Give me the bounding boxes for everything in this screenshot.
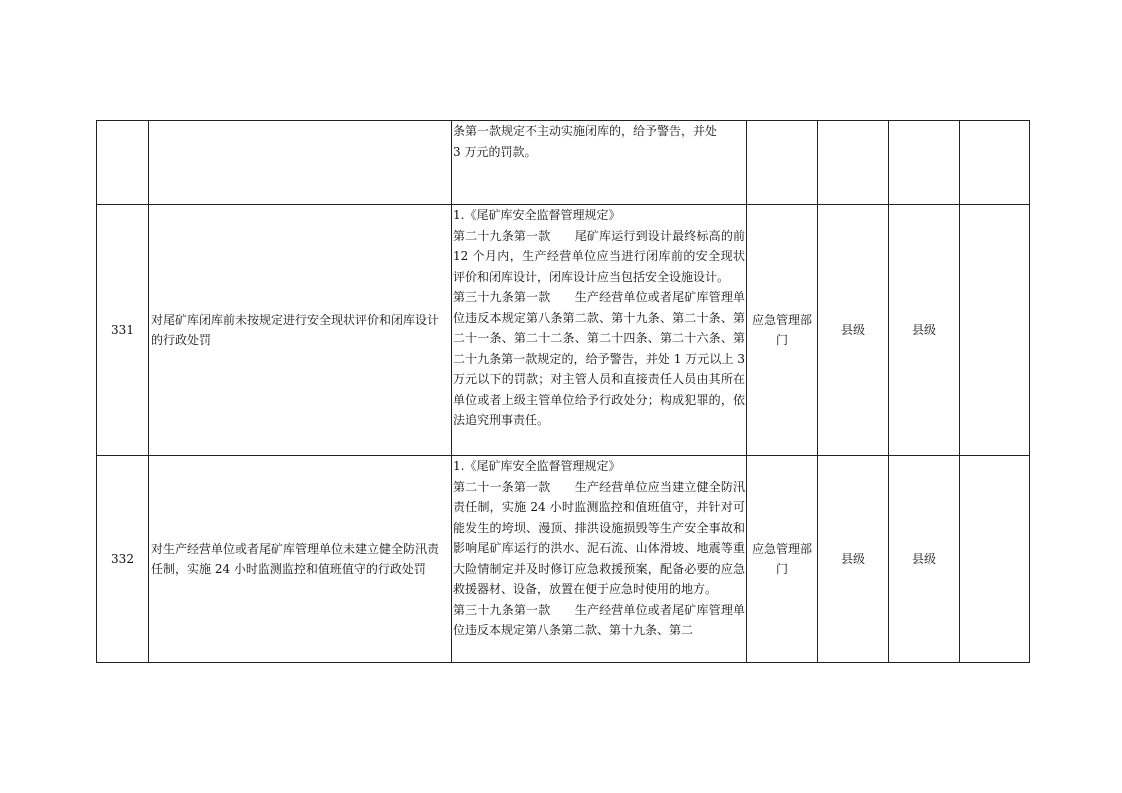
notes-cell — [960, 205, 1030, 456]
exercise-level — [818, 121, 889, 205]
legal-basis — [452, 205, 747, 456]
basis-paragraph: 1.《尾矿库安全监督管理规定》 — [453, 208, 621, 222]
basis-paragraph: 第二十一条第一款 生产经营单位应当建立健全防汛责任制，实施 24 小时监测监控和值班值守，并针对可能发生的垮坝、漫顶、排洪设施损毁等生产安全事故和影响尾矿库运行的洪水、泥石流、山体滑坡、地震等重大险情制定并及时修订应急救援预案，配备必要的应急救援器材、设备，放置在便于应急时使用的地方。 — [453, 479, 745, 596]
item-name — [149, 121, 452, 205]
basis-paragraph: 第三十九条第一款 生产经营单位或者尾矿库管理单位违反本规定第八条第二款、第十九条、第二十条、第二十一条、第二十二条、第二十四条、第二十六条、第二十九条第一款规定的，给予警告，并处 1 万元以上 3 万元以下的罚款；对主管人员和直接责任人员由其所在单位或者上级主管单位给予行政处分；构成犯罪的，依法追究刑事责任。 — [453, 290, 745, 427]
row-number: 331 — [97, 205, 149, 456]
responsible-department: 应急管理部门 — [747, 205, 818, 456]
exercise-level: 县级 — [818, 205, 889, 456]
item-name: 对尾矿库闭库前未按规定进行安全现状评价和闭库设计的行政处罚 — [149, 205, 452, 456]
power-list-table — [96, 120, 1030, 663]
implementation-level: 县级 — [889, 205, 960, 456]
implementation-level — [889, 121, 960, 205]
basis-paragraph: 第三十九条第一款 生产经营单位或者尾矿库管理单位违反本规定第八条第二款、第十九条、第二 — [453, 602, 745, 637]
item-name: 对生产经营单位或者尾矿库管理单位未建立健全防汛责任制，实施 24 小时监测监控和值班值守的行政处罚 — [149, 456, 452, 663]
basis-paragraph: 3 万元的罚款。 — [453, 144, 537, 159]
exercise-level: 县级 — [818, 456, 889, 663]
notes-cell — [960, 121, 1030, 205]
implementation-level: 县级 — [889, 456, 960, 663]
table-row — [97, 205, 1030, 456]
responsible-department: 应急管理部门 — [747, 456, 818, 663]
legal-basis — [452, 456, 747, 663]
basis-paragraph: 1.《尾矿库安全监督管理规定》 — [453, 459, 621, 473]
basis-paragraph: 条第一款规定不主动实施闭库的，给予警告，并处 — [453, 124, 718, 138]
basis-paragraph: 第二十九条第一款 尾矿库运行到设计最终标高的前 12 个月内，生产经营单位应当进行闭库前的安全现状评价和闭库设计，闭库设计应当包括安全设施设计。 — [453, 228, 745, 284]
table-row — [97, 456, 1030, 663]
table-row — [97, 121, 1030, 205]
legal-basis — [452, 121, 747, 205]
row-number — [97, 121, 149, 205]
responsible-department — [747, 121, 818, 205]
notes-cell — [960, 456, 1030, 663]
row-number: 332 — [97, 456, 149, 663]
